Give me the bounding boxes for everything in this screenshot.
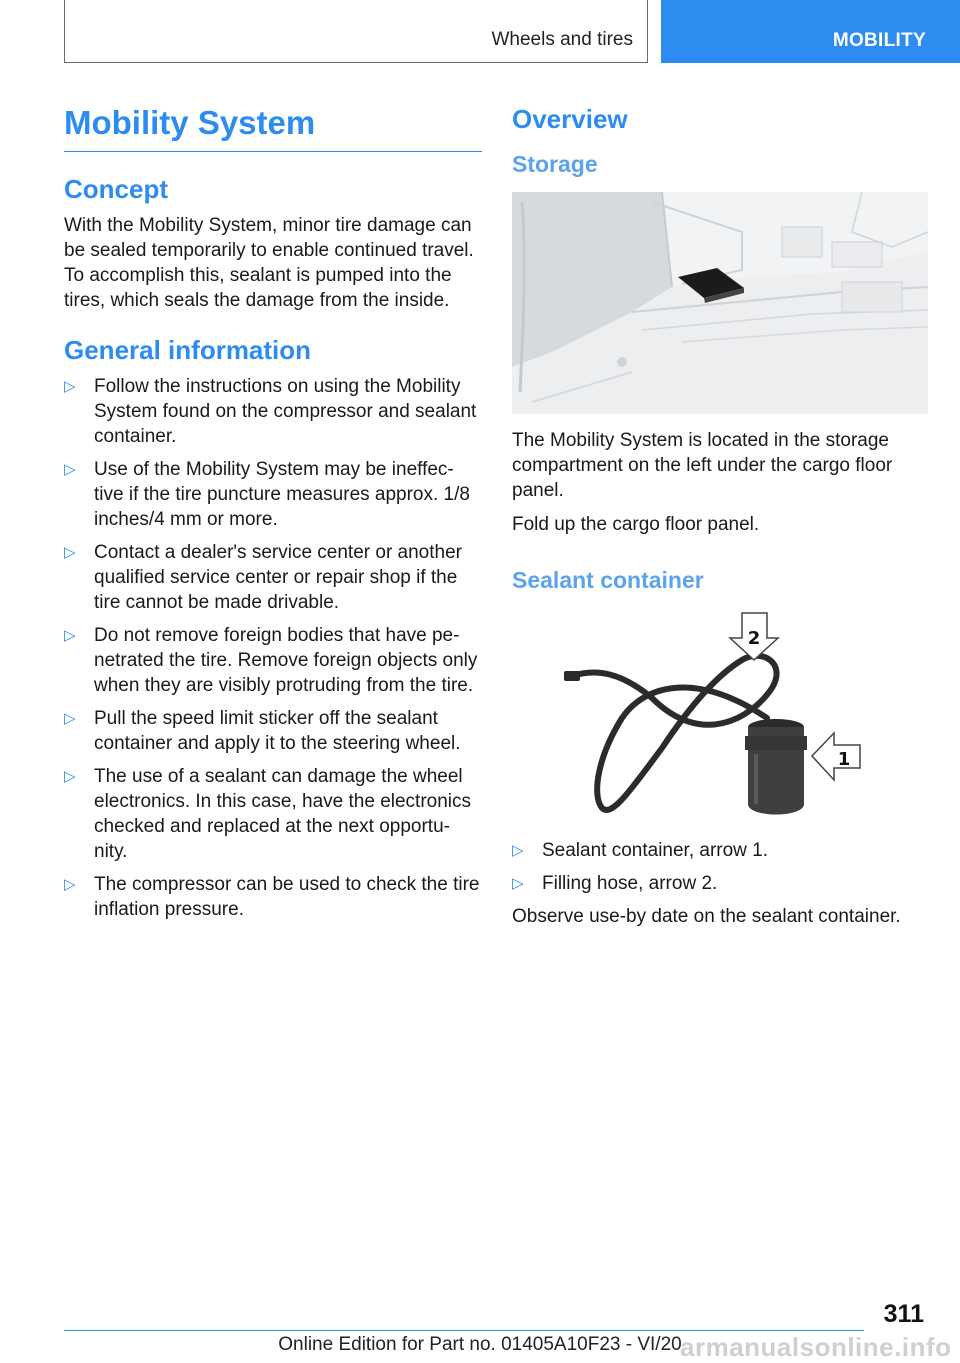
triangle-right-outline-icon: ▷ bbox=[64, 627, 76, 644]
left-column bbox=[64, 100, 482, 930]
arrow-2-label: 2 bbox=[747, 628, 761, 649]
watermark: armanualsonline.info bbox=[680, 1332, 952, 1362]
sealant-container-heading: Sealant container bbox=[512, 567, 704, 593]
concept-heading: Concept bbox=[64, 174, 168, 204]
triangle-right-outline-icon: ▷ bbox=[512, 875, 524, 892]
sealant-component-list bbox=[512, 838, 930, 896]
page-title: Mobility System bbox=[64, 104, 482, 152]
triangle-right-outline-icon: ▷ bbox=[512, 842, 524, 859]
triangle-right-outline-icon: ▷ bbox=[64, 461, 76, 478]
triangle-right-outline-icon: ▷ bbox=[64, 768, 76, 785]
triangle-right-outline-icon: ▷ bbox=[64, 710, 76, 727]
storage-heading: Storage bbox=[512, 151, 598, 177]
list-item: ▷ Sealant container, arrow 1. bbox=[512, 840, 769, 861]
sealant-container-illustration bbox=[512, 608, 928, 828]
list-item: ▷ Contact a dealer's service center or another qualified service center or repair shop if the tire cannot be made drivable. bbox=[64, 542, 462, 613]
storage-text-fold: Fold up the cargo floor panel. bbox=[512, 514, 760, 535]
general-info-list bbox=[64, 374, 482, 922]
sealant-note: Observe use-by date on the sealant container. bbox=[512, 906, 901, 927]
right-column bbox=[512, 100, 930, 938]
list-item: ▷ The use of a sealant can damage the wheel electronics. In this case, have the electronics checked and replaced at the next opportu- nity. bbox=[64, 766, 472, 862]
concept-text: With the Mobility System, minor tire damage can be sealed temporarily to enable continued travel. To accomplish this, sealant is pumped into the tires, which seals the damage from the inside. bbox=[64, 215, 474, 311]
general-info-heading: General information bbox=[64, 335, 312, 365]
footer-edition: Online Edition for Part no. 01405A10F23 - VI/20 bbox=[278, 1334, 682, 1355]
header-section-title: Wheels and tires bbox=[491, 29, 633, 50]
page-number: 311 bbox=[883, 1300, 924, 1328]
list-item: ▷ Do not remove foreign bodies that have pe- netrated the tire. Remove foreign objects only when they are visibly protruding from the tire. bbox=[64, 625, 478, 696]
storage-text-location: The Mobility System is located in the storage compartment on the left under the cargo floor panel. bbox=[512, 430, 893, 501]
list-item: ▷ Follow the instructions on using the Mobility System found on the compressor and sealant container. bbox=[64, 376, 477, 447]
overview-heading: Overview bbox=[512, 104, 628, 134]
list-item: ▷ Use of the Mobility System may be ineffec- tive if the tire puncture measures approx. 1/8 inches/4 mm or more. bbox=[64, 459, 470, 530]
list-item: ▷ Filling hose, arrow 2. bbox=[512, 873, 718, 894]
triangle-right-outline-icon: ▷ bbox=[64, 876, 76, 893]
header-chapter-tab bbox=[661, 0, 960, 63]
triangle-right-outline-icon: ▷ bbox=[64, 544, 76, 561]
storage-compartment-photo bbox=[512, 192, 928, 414]
list-item: ▷ The compressor can be used to check the tire inflation pressure. bbox=[64, 874, 480, 920]
footer-divider bbox=[64, 1330, 864, 1331]
triangle-right-outline-icon: ▷ bbox=[64, 378, 76, 395]
header-chapter-title: MOBILITY bbox=[832, 30, 926, 51]
list-item: ▷ Pull the speed limit sticker off the sealant container and apply it to the steering wheel. bbox=[64, 708, 461, 754]
header-section-box bbox=[64, 0, 648, 63]
arrow-1-label: 1 bbox=[837, 749, 851, 770]
